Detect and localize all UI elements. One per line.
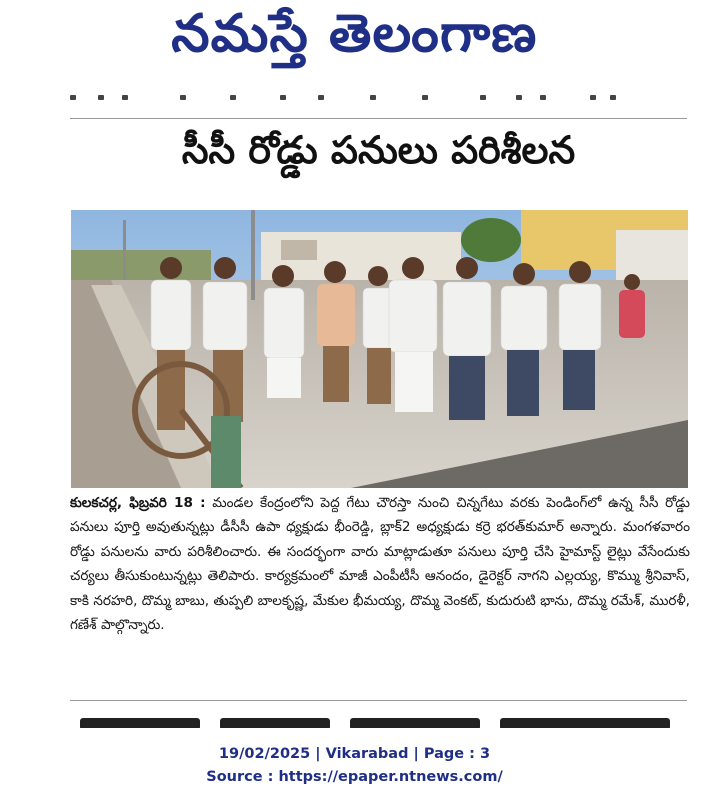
- cropped-next-headline: [70, 710, 687, 728]
- photo-illustration: [71, 210, 688, 488]
- newspaper-logo: నమస్తే తెలంగాణ: [171, 3, 538, 64]
- article-body-text: మండల కేంద్రంలోని పెద్ద గేటు చౌరస్తా నుంచి చిన్నగేటు వరకు పెండింగ్‌లో ఉన్న సీసీ రోడ్డు పనులు పూర్తి అవుతున్నట్లు డీసీసీ ఉపా ధ్యక్షుడు భీంరెడ్డి, బ్లాక్2 అధ్యక్షుడు కర్రె భరత్‌కుమార్ అన్నారు. మంగళవారం రోడ్డు పనులను వారు పరిశీలించారు. ఈ సందర్భంగా వారు మాట్లాడుతూ పనులు పూర్తి చేసి హైమాస్ట్ లైట్లు వేసేందుకు చర్యలు తీసుకుంటున్నట్లు తెలిపారు. కార్యక్రమంలో మాజీ ఎంపీటీసీ ఆనందం, డైరెక్టర్ నాగని ఎల్లయ్య, కొమ్ము శ్రీనివాస్, కాకి నరహరి, దొమ్మ బాబు, తుప్పలి బాలకృష్ణ, మేకుల భీమయ్య, దొమ్మ వెంకట్, కుదురుటి భాను, దొమ్మ రమేశ్, మురళీ, గణేశ్ పాల్గొన్నారు.: [70, 495, 690, 634]
- headline-top-rule: [70, 118, 687, 119]
- article-body: [70, 491, 690, 637]
- article-photo: [71, 210, 688, 488]
- masthead: [0, 4, 709, 76]
- article-bottom-rule: [70, 700, 687, 701]
- footer-date-edition: 19/02/2025 | Vikarabad | Page : 3: [218, 746, 491, 762]
- article-dateline: కులకచర్ల, ఫిబ్రవరి 18 :: [70, 495, 206, 511]
- article-headline: సీసీ రోడ్డు పనులు పరిశీలన: [181, 128, 576, 172]
- cropped-text-strip: [70, 92, 620, 104]
- footer-source: Source : https://epaper.ntnews.com/: [206, 769, 503, 785]
